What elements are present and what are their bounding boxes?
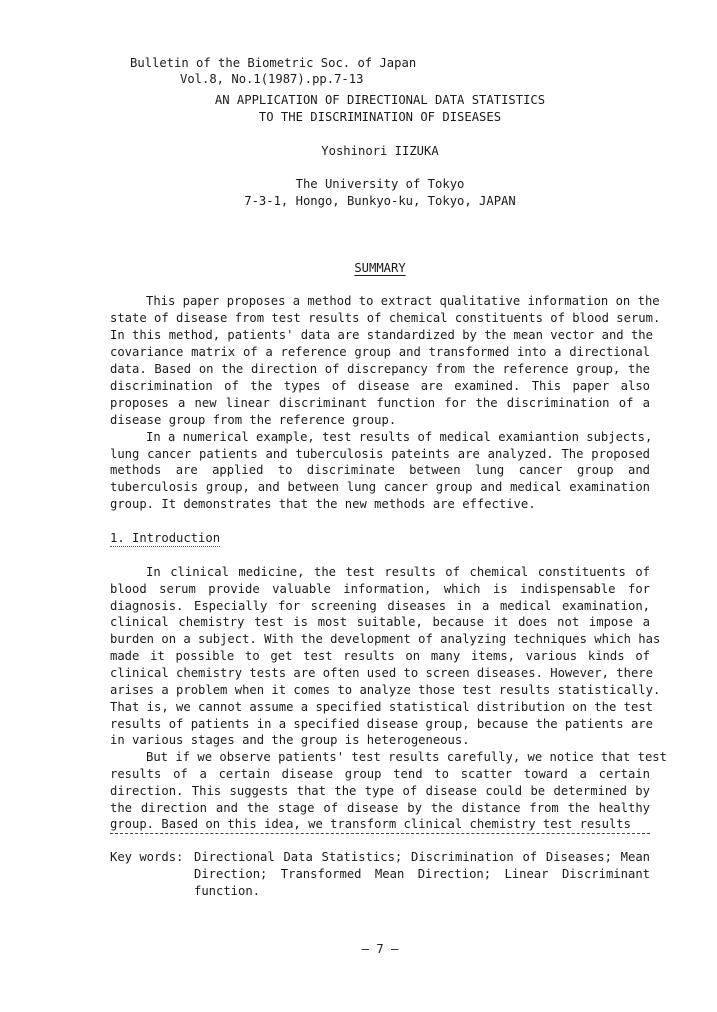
intro-line: the direction and the stage of disease by the distance from the healthy <box>110 801 650 815</box>
summary-heading: SUMMARY <box>354 261 406 275</box>
intro-line: diagnosis. Especially for screening diseases in a medical examination, <box>110 599 650 613</box>
summary-line: proposes a new linear discriminant function for the discrimination of a <box>110 396 650 410</box>
summary-line: tuberculosis group, and between lung cancer group and medical examination <box>110 480 650 494</box>
summary-line: methods are applied to discriminate between lung cancer group and <box>110 463 650 477</box>
intro-line: results of a certain disease group tend to scatter toward a certain <box>110 767 650 781</box>
keywords-line: Directional Data Statistics; Discrimination of Diseases; Mean <box>194 850 650 864</box>
summary-line: In this method, patients' data are standardized by the mean vector and the <box>110 328 653 342</box>
intro-line: results of patients in a specified disease group, because the patients are <box>110 717 653 731</box>
footnote-divider <box>110 833 650 834</box>
intro-line: arises a problem when it comes to analyze those test results statistically. <box>110 683 661 697</box>
introduction-heading: 1. Introduction <box>110 531 221 545</box>
summary-line: covariance matrix of a reference group and transformed into a directional <box>110 345 650 359</box>
keywords-line: function. <box>194 884 261 898</box>
intro-line: direction. This suggests that the type of disease could be determined by <box>110 784 650 798</box>
summary-line: data. Based on the direction of discrepancy from the reference group, the <box>110 362 650 376</box>
author-name: Yoshinori IIZUKA <box>321 144 439 158</box>
summary-line: discrimination of the types of disease are examined. This paper also <box>110 379 650 393</box>
intro-line: group. Based on this idea, we transform clinical chemistry test results <box>110 817 631 831</box>
affiliation-line-2: 7-3-1, Hongo, Bunkyo-ku, Tokyo, JAPAN <box>244 194 516 208</box>
intro-line: That is, we cannot assume a specified statistical distribution on the test <box>110 700 653 714</box>
intro-line: in various stages and the group is heterogeneous. <box>110 733 470 747</box>
intro-line: burden on a subject. With the development of analyzing techniques which has <box>110 632 661 646</box>
keywords-line: Direction; Transformed Mean Direction; Linear Discriminant <box>194 867 650 881</box>
summary-line: lung cancer patients and tuberculosis pateints are analyzed. The proposed <box>110 447 650 461</box>
intro-line: In clinical medicine, the test results of chemical constituents of <box>146 565 650 579</box>
summary-line: group. It demonstrates that the new methods are effective. <box>110 497 536 511</box>
title-line-2: TO THE DISCRIMINATION OF DISEASES <box>258 110 502 124</box>
journal-volume: Vol.8, No.1(1987).pp.7-13 <box>180 72 364 86</box>
intro-line: clinical chemistry test is most suitable, because it does not impose a <box>110 615 650 629</box>
title-line-1: AN APPLICATION OF DIRECTIONAL DATA STATISTICS <box>214 93 546 107</box>
summary-line: In a numerical example, test results of medical examiantion subjects, <box>146 430 653 444</box>
page-number: — 7 — <box>361 942 399 956</box>
intro-line: clinical chemistry tests are often used to screen diseases. However, there <box>110 666 653 680</box>
intro-line: blood serum provide valuable information, which is indispensable for <box>110 582 650 596</box>
journal-name: Bulletin of the Biometric Soc. of Japan <box>130 56 417 70</box>
summary-line: state of disease from test results of chemical constituents of blood serum. <box>110 311 661 325</box>
summary-line: This paper proposes a method to extract qualitative information on the <box>146 294 660 308</box>
intro-line: made it possible to get test results on many items, various kinds of <box>110 649 650 663</box>
affiliation-line-1: The University of Tokyo <box>295 177 465 191</box>
keywords-label: Key words: <box>110 850 184 864</box>
intro-line: But if we observe patients' test results carefully, we notice that test <box>146 750 667 764</box>
summary-line: disease group from the reference group. <box>110 413 397 427</box>
